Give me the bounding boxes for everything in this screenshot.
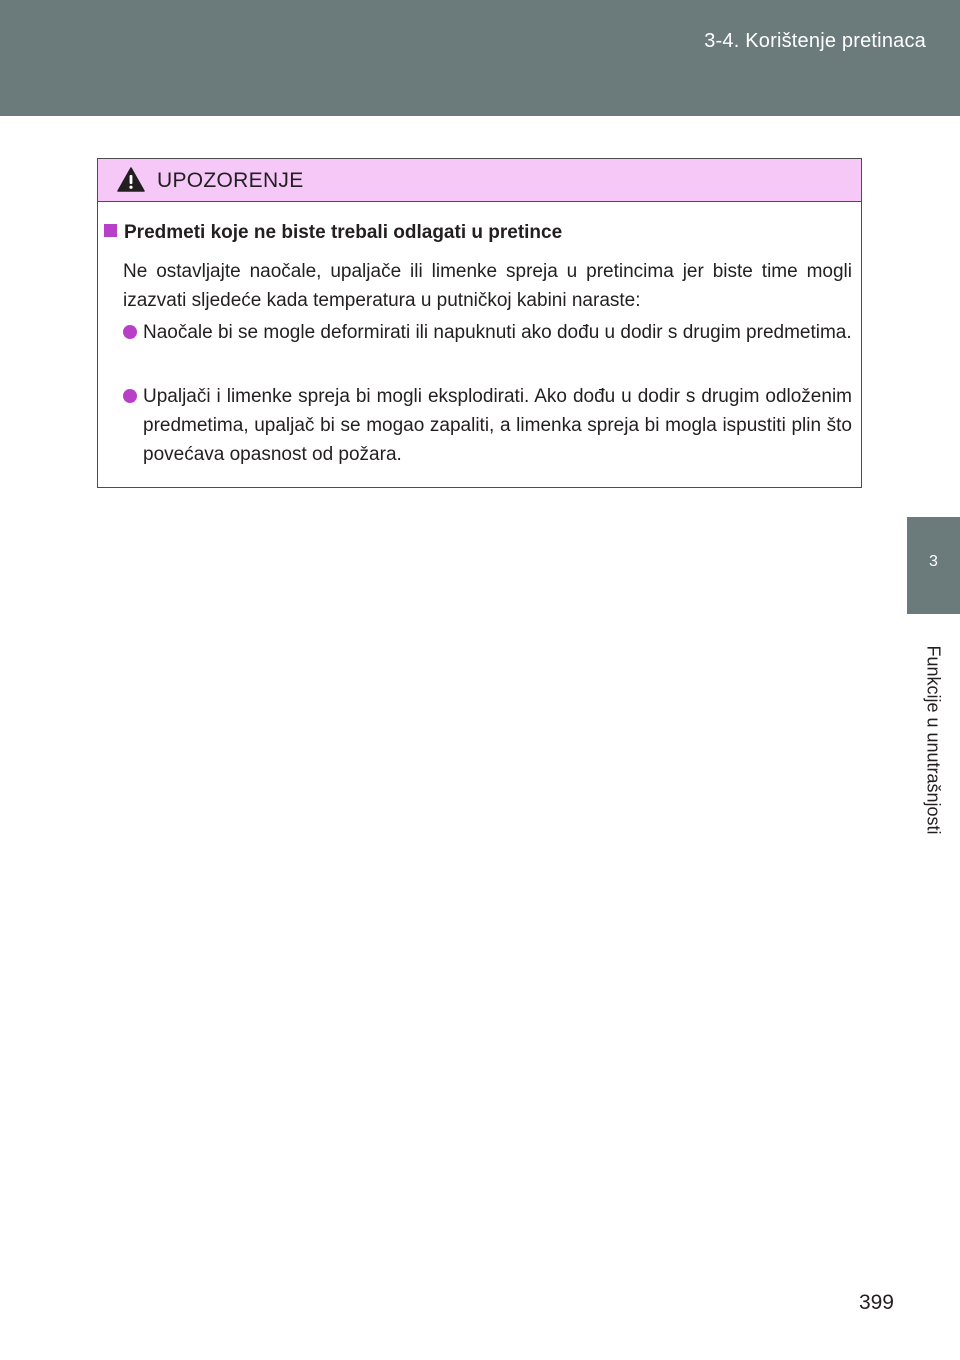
warning-subheading xyxy=(104,222,562,244)
warning-triangle-icon xyxy=(117,167,145,192)
section-title: 3-4. Korištenje pretinaca xyxy=(704,30,926,52)
chapter-title: Funkcije u unutrašnjosti xyxy=(923,645,944,835)
header-bar xyxy=(0,0,960,116)
list-item-text: Upaljači i limenke spreja bi mogli eksplodirati. Ako dođu u dodir s drugim odloženim predmetima, upaljač bi se mogao zapaliti, a limenka spreja bi mogla ispustiti plin što povećava opasnost od požara. xyxy=(143,386,852,465)
list-item xyxy=(123,382,852,469)
list-item xyxy=(123,318,852,347)
warning-subheading-text: Predmeti koje ne biste trebali odlagati u pretince xyxy=(124,222,563,243)
circle-bullet-icon xyxy=(123,325,137,339)
square-bullet-icon xyxy=(104,224,117,237)
warning-paragraph: Ne ostavljajte naočale, upaljače ili limenke spreja u pretincima jer biste time mogli izazvati sljedeće kada temperatura u putničkoj kabini naraste: xyxy=(123,261,852,311)
chapter-number: 3 xyxy=(929,553,938,570)
circle-bullet-icon xyxy=(123,389,137,403)
chapter-tab xyxy=(907,517,960,614)
warning-box xyxy=(97,158,862,488)
list-item-text: Naočale bi se mogle deformirati ili napuknuti ako dođu u dodir s drugim predmetima. xyxy=(143,322,852,343)
warning-title: UPOZORENJE xyxy=(157,169,304,192)
page-number: 399 xyxy=(858,1291,894,1314)
warning-header xyxy=(98,159,861,202)
